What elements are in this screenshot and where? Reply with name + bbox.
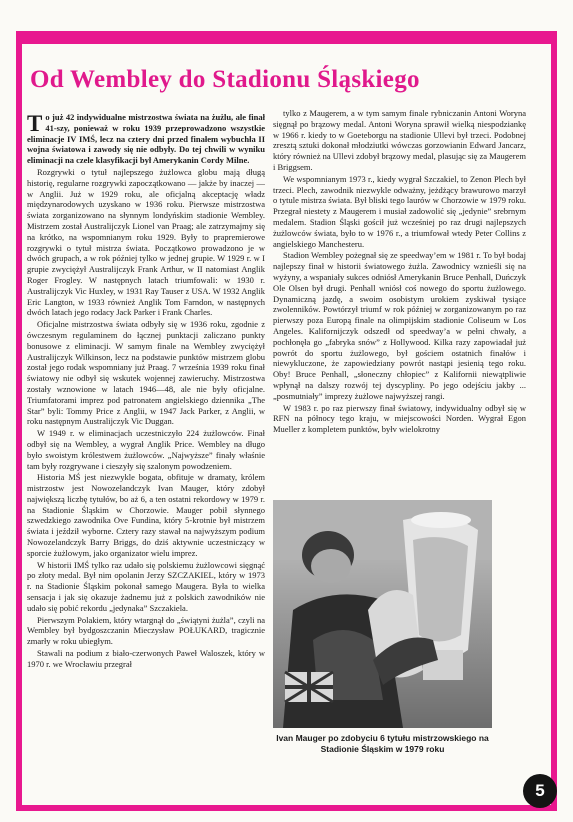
photo-caption: Ivan Mauger po zdobyciu 6 tytułu mistrzowskiego na Stadionie Śląskim w 1979 roku xyxy=(276,733,489,754)
paragraph: Stawali na podium z biało-czerwonych Paweł Waloszek, który w 1970 r. we Wrocławiu przegrał xyxy=(27,648,265,669)
magenta-frame-top xyxy=(16,31,557,44)
magenta-frame-right xyxy=(551,31,557,811)
page-number: 5 xyxy=(523,774,557,808)
article-photo xyxy=(273,500,492,728)
paragraph: Rozgrywki o tytuł najlepszego żużlowca globu mają długą historię, regularne rozgrywki zapoczątkowano — jakże by inaczej — w Anglii. Już w 1929 roku, ale oficjalną akceptację władz międzynarodowych uzyskano w 1936 roku. Pierwsze mistrzostwa świata zorganizowano na słynnym londyńskim stadionie Wembley. Mistrzem został Australijczyk Lionel van Praag; ale zatrzymajmy się na krótko, na wspomnianym roku 1929. Były to prapremierowe rozgrywki o tytuł mistrza świata. Początkowo prowadzono je w dwóch grupach, a w rok później tylko w jednej grupie. W 1929 r. w I grupie zwyciężył Australijczyk Frank Arthur, w II natomiast Anglik Roger Frogley. W następnych latach triumfowali: w 1930 r. Australijczyk Vic Huxley, w 1931 Ray Tauser z USA. W 1932 Anglik Eric Langton, w 1933 również Anglik Tom Farndon, w następnych dwóch latach jego rodacy Jack Parker i Frank Charles. xyxy=(27,166,265,318)
paragraph: W 1949 r. w eliminacjach uczestniczyło 224 żużlowców. Finał odbył się na Wembley, a wygrał Anglik Price. Wembley na długo było swoistym królestwem żużlowców. „Najwyższe” finały właśnie tam były rozgrywane i cieszyły się szalonym powodzeniem. xyxy=(27,428,265,471)
paragraph: W historii IMŚ tylko raz udało się polskiemu żużlowcowi sięgnąć po złoty medal. Był nim opolanin Jerzy SZCZAKIEL, który w 1973 r. na Stadionie Śląskim pokonał samego Maugera. Była to wielka sensacja i jak się okazuje żadnemu już z polskich zawodników nie udało się pobić rekordu „jedynaka” Szczakiela. xyxy=(27,559,265,613)
lead-text: o już 42 indywidualne mistrzostwa świata na żużlu, ale finał 41-szy, ponieważ w roku 1939 przeprowadzono wszystkie eliminacje IV IMŚ, lecz na cztery dni przed finałem wybuchła II wojna światowa i zawody się nie odbyły. Do tej chwili w wyniku eliminacji na czele klasyfikacji był Amerykanin Cordy Milne. xyxy=(27,112,265,166)
mauger-trophy-photo xyxy=(273,500,492,728)
magenta-frame-bottom xyxy=(16,805,557,811)
paragraph: Historia MŚ jest niezwykle bogata, obfituje w dramaty, królem mistrzostw jest Nowozelandczyk Ivan Mauger, który zdobył największą liczbę tytułów, bo aż 6, a ten ostatni rekordowy w 1979 r. na Stadionie Śląskim w Chorzowie. Mauger pobił słynnego szwedzkiego zawodnika Ove Fundina, który 5-krotnie był mistrzem świata i jeździł wyborne. Cztery razy stawał na najwyższym podium Nowozelandczyk Barry Briggs, do dziś aktywnie uczestniczący w sporcie żużlowym, jako organizator wielu imprez. xyxy=(27,472,265,558)
paragraph: Oficjalne mistrzostwa świata odbyły się w 1936 roku, zgodnie z ówczesnym regulaminem do łącznej punktacji zaliczano punkty bonusowe z eliminacji. W samym finale na Wembley zwyciężył Australijczyk Wilkinson, lecz na podstawie punktów mistrzem globu został jego rodak wspomniany już Praag. 7 września 1939 roku finał światowy nie odbył się wskutek wojennej zawieruchy. Mistrzostwa zostały wznowione w latach 1946—48, ale nie były oficjalne. Triumfatorami imprez pod patronatem angielskiego dziennika „The Star” byli: Tommy Price z Anglii, w 1947 Jack Parker, z Anglii, w roku następnym Australijczyk Vic Duggan. xyxy=(27,319,265,427)
lead-paragraph xyxy=(27,112,265,166)
article-column-right xyxy=(273,108,526,498)
paragraph: Stadion Wembley pożegnał się ze speedway’em w 1981 r. To był bodaj najlepszy finał w historii światowego żużla. Zawodnicy wznieśli się na wyżyny, a wspaniały sukces odniósł Amerykanin Bruce Penhall, Duńczyk Ole Olsen był drugi. Penhall wniósł coś nowego do sportu żużlowego. Dynamiczną jazdę, a swoim osobistym urokiem zyskiwał tysiące zwolenników. Powtórzył triumf w rok później w zorganizowanym po raz pierwszy poza Europą finale na olimpijskim stadionie Coliseum w Los Angeles. Kalifornijczyk odszedł od speedway’a w pełni chwały, a pochłonęła go „fabryka snów” z Hollywood. Kilka razy zapowiadał już powrót do sportu żużlowego, był gościem ostatnich finałów i niewykluczone, że zapowiedziany powrót nastąpi jesienią tego roku. Oby! Bruce Penhall, „słoneczny chłopiec” z Kalifornii niewątpliwie wpłynął na dalszy rozwój tej dyscypliny. Po jego odejściu jakby ...„posmutniały” imprezy żużlowe najwyższej rangi. xyxy=(273,250,526,401)
article-title: Od Wembley do Stadionu Śląskiego xyxy=(30,66,420,93)
paragraph: We wspomnianym 1973 r., kiedy wygrał Szczakiel, to Zenon Plech był trzeci. Plech, zawodnik niezwykle odważny, jeżdżący brawurowo marzył o tytule mistrza świata. Był bliski tego laurów w Chorzowie w 1979 roku. Przegrał niestety z Maugerem i musiał zadowolić się „jedynie” srebrnym medalem. Stadion Śląski gościł już wcześniej po raz drugi najlepszych żużlowców świata, było to w 1976 r., a triumfował wtedy Peter Collins z angielskiego Manchesteru. xyxy=(273,173,526,249)
paragraph: W 1983 r. po raz pierwszy finał światowy, indywidualny odbył się w RFN na północy tego kraju, w miejscowości Norden. Wygrał Egon Mueller z kompletem punktów, byłv wielokrotny xyxy=(273,402,526,435)
paragraph: Pierwszym Polakiem, który wtargnął do „świątyni żużla”, czyli na Wembley był bydgoszczanin Mieczysław POŁUKARD, tragicznie zmarły w roku ubiegłym. xyxy=(27,614,265,647)
magenta-frame-left xyxy=(16,31,22,811)
drop-cap: T xyxy=(27,112,43,136)
article-column-left xyxy=(27,112,265,792)
paragraph: tylko z Maugerem, a w tym samym finale rybniczanin Antoni Woryna sięgnął po brązowy medal. Antoni Woryna sprawił wielką niespodziankę w 1966 r. kiedy to w Goeteborgu na stadionie Ullevi był trzeci. Podobnej zresztą sztuki dokonał młodziutki wówczas gorzowianin Edward Jancarz, który również na Ullevi zdobył brązowy medal, plasując się za Maugerem i Briggsem. xyxy=(273,108,526,172)
